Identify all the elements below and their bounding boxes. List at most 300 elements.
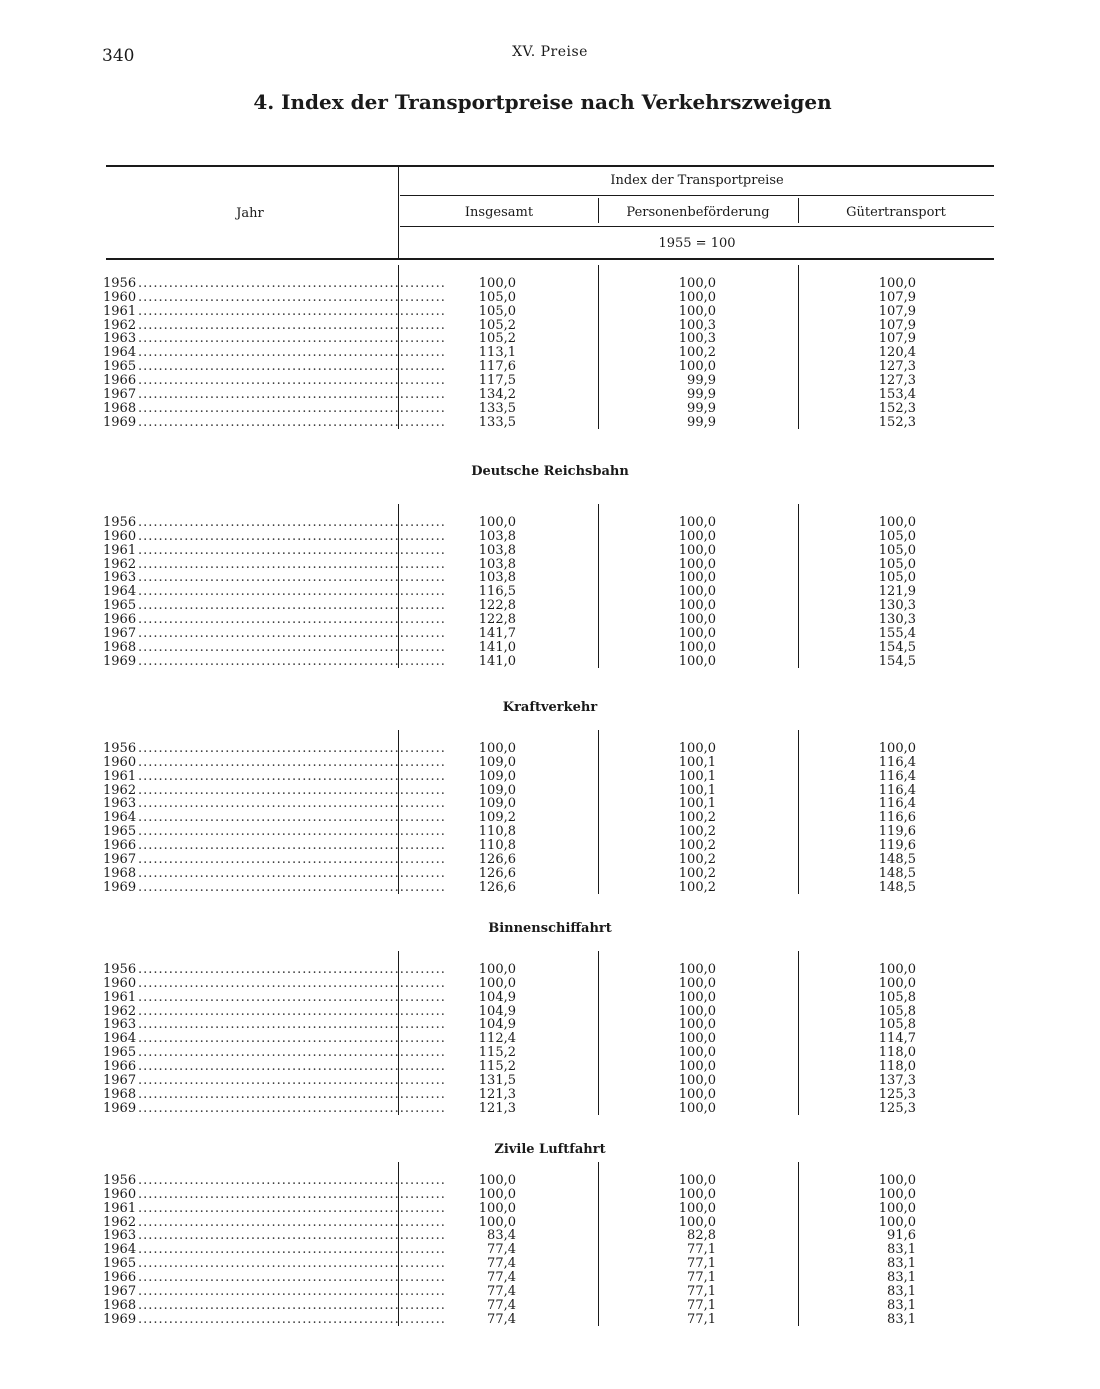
cell-personen: 77,1 [687,1311,716,1327]
cell-gueter: 125,3 [878,1086,916,1102]
cell-insgesamt: 141,0 [478,653,516,669]
cell-personen: 100,2 [678,837,716,853]
leader-dots: ............................................................ [138,598,446,614]
leader-dots: ............................................................ [138,1283,446,1299]
row-year: 1965 [103,1045,137,1061]
cell-insgesamt: 126,6 [478,851,516,867]
cell-insgesamt: 109,0 [478,796,516,812]
cell-gueter: 105,8 [878,1003,916,1019]
cell-insgesamt: 100,0 [478,1214,516,1230]
cell-gueter: 83,1 [887,1297,916,1313]
leader-dots: ............................................................ [138,653,446,669]
cell-insgesamt: 77,4 [487,1242,516,1258]
leader-dots: ............................................................ [138,276,446,291]
table-row [0,305,1000,319]
cell-personen: 100,0 [678,542,716,558]
section-title: Zivile Luftfahrt [494,1142,606,1157]
cell-gueter: 100,0 [878,1186,916,1202]
leader-dots: ............................................................ [138,1214,446,1230]
header-personen: Personenbeförderung [626,205,770,220]
cell-personen: 100,0 [678,1086,716,1102]
table-row [0,1060,1000,1074]
cell-personen: 100,0 [678,1003,716,1019]
cell-gueter: 118,0 [878,1058,916,1074]
cell-insgesamt: 126,6 [478,865,516,881]
leader-dots: ............................................................ [138,639,446,655]
leader-dots: ............................................................ [138,796,446,812]
leader-dots: ............................................................ [138,386,446,402]
cell-insgesamt: 112,4 [478,1031,516,1047]
cell-personen: 100,0 [678,1017,716,1033]
table-row [0,291,1000,305]
table-top-rule [106,165,994,167]
cell-insgesamt: 126,6 [478,879,516,895]
cell-gueter: 125,3 [878,1100,916,1116]
cell-insgesamt: 100,0 [478,741,516,756]
table-row [0,1074,1000,1088]
row-year: 1961 [103,768,137,784]
cell-personen: 100,3 [678,317,716,333]
row-year: 1968 [103,1086,137,1102]
cell-gueter: 148,5 [878,865,916,881]
cell-insgesamt: 116,5 [478,584,516,600]
leader-dots: ............................................................ [138,1058,446,1074]
table-row [0,1313,1000,1327]
cell-insgesamt: 104,9 [478,1003,516,1019]
cell-personen: 100,1 [678,782,716,798]
cell-personen: 100,0 [678,1072,716,1088]
cell-personen: 100,0 [678,1200,716,1216]
row-year: 1966 [103,837,137,853]
cell-personen: 100,1 [678,754,716,770]
leader-dots: ............................................................ [138,754,446,770]
cell-gueter: 100,0 [878,741,916,756]
cell-gueter: 107,9 [878,303,916,319]
leader-dots: ............................................................ [138,879,446,895]
cell-personen: 100,0 [678,1186,716,1202]
leader-dots: ............................................................ [138,1242,446,1258]
table-row [0,416,1000,430]
cell-insgesamt: 100,0 [478,962,516,977]
row-year: 1956 [103,515,137,530]
running-head: XV. Preise [512,44,588,60]
row-year: 1962 [103,1214,137,1230]
table-row [0,530,1000,544]
leader-dots: ............................................................ [138,570,446,586]
cell-insgesamt: 105,0 [478,303,516,319]
cell-personen: 100,2 [678,810,716,826]
leader-dots: ............................................................ [138,1086,446,1102]
leader-dots: ............................................................ [138,1200,446,1216]
cell-personen: 77,1 [687,1242,716,1258]
cell-gueter: 83,1 [887,1283,916,1299]
section-title: Deutsche Reichsbahn [471,464,629,479]
cell-insgesamt: 103,8 [478,570,516,586]
cell-insgesamt: 103,8 [478,542,516,558]
row-year: 1967 [103,625,137,641]
table-title: 4. Index der Transportpreise nach Verkehrszweigen [253,90,832,114]
header-group-rule [400,195,994,196]
row-year: 1960 [103,1186,137,1202]
cell-insgesamt: 105,0 [478,289,516,305]
cell-personen: 100,0 [678,741,716,756]
cell-insgesamt: 121,3 [478,1100,516,1116]
row-year: 1964 [103,1031,137,1047]
cell-gueter: 127,3 [878,372,916,388]
cell-personen: 100,0 [678,1058,716,1074]
cell-insgesamt: 115,2 [478,1045,516,1061]
cell-insgesamt: 100,0 [478,975,516,991]
cell-personen: 77,1 [687,1269,716,1285]
section-title: Kraftverkehr [502,700,598,715]
cell-personen: 100,0 [678,528,716,544]
row-year: 1964 [103,584,137,600]
row-year: 1968 [103,865,137,881]
leader-dots: ............................................................ [138,556,446,572]
row-year: 1962 [103,1003,137,1019]
leader-dots: ............................................................ [138,611,446,627]
cell-personen: 100,0 [678,584,716,600]
cell-gueter: 105,8 [878,989,916,1005]
cell-gueter: 152,3 [878,400,916,416]
cell-gueter: 152,3 [878,414,916,430]
table-row [0,544,1000,558]
table-row [0,1088,1000,1102]
cell-personen: 100,0 [678,289,716,305]
cell-gueter: 130,3 [878,611,916,627]
cell-personen: 99,9 [687,372,716,388]
cell-insgesamt: 113,1 [478,345,516,361]
table-row [0,742,1000,756]
cell-gueter: 116,4 [878,796,916,812]
leader-dots: ............................................................ [138,542,446,558]
leader-dots: ............................................................ [138,782,446,798]
header-jahr: Jahr [236,206,264,221]
cell-insgesamt: 104,9 [478,989,516,1005]
cell-gueter: 154,5 [878,639,916,655]
leader-dots: ............................................................ [138,1297,446,1313]
header-insgesamt: Insgesamt [464,205,534,220]
table-row [0,963,1000,977]
cell-personen: 100,0 [678,359,716,375]
leader-dots: ............................................................ [138,768,446,784]
cell-personen: 100,2 [678,345,716,361]
cell-insgesamt: 141,7 [478,625,516,641]
cell-insgesamt: 100,0 [478,1186,516,1202]
cell-insgesamt: 103,8 [478,556,516,572]
cell-insgesamt: 133,5 [478,400,516,416]
cell-gueter: 105,0 [878,556,916,572]
table-row [0,627,1000,641]
cell-personen: 100,0 [678,276,716,291]
table-row [0,881,1000,895]
row-year: 1967 [103,851,137,867]
jahr-column-divider [398,165,399,260]
leader-dots: ............................................................ [138,1031,446,1047]
row-year: 1961 [103,1200,137,1216]
cell-personen: 100,2 [678,865,716,881]
table-row [0,825,1000,839]
leader-dots: ............................................................ [138,331,446,347]
table-row [0,516,1000,530]
cell-gueter: 148,5 [878,851,916,867]
table-row [0,641,1000,655]
cell-personen: 100,2 [678,879,716,895]
row-year: 1964 [103,345,137,361]
row-year: 1969 [103,879,137,895]
cell-personen: 100,0 [678,556,716,572]
page-number: 340 [102,46,135,66]
cell-insgesamt: 100,0 [478,515,516,530]
leader-dots: ............................................................ [138,584,446,600]
cell-insgesamt: 109,2 [478,810,516,826]
cell-gueter: 107,9 [878,289,916,305]
cell-personen: 100,0 [678,611,716,627]
cell-gueter: 100,0 [878,1214,916,1230]
cell-gueter: 100,0 [878,276,916,291]
leader-dots: ............................................................ [138,1072,446,1088]
row-year: 1961 [103,303,137,319]
row-year: 1965 [103,1256,137,1272]
leader-dots: ............................................................ [138,317,446,333]
cell-gueter: 107,9 [878,317,916,333]
table-row [0,613,1000,627]
leader-dots: ............................................................ [138,414,446,430]
cell-insgesamt: 121,3 [478,1086,516,1102]
table-row [0,1046,1000,1060]
leader-dots: ............................................................ [138,1269,446,1285]
cell-gueter: 100,0 [878,515,916,530]
leader-dots: ............................................................ [138,1017,446,1033]
table-row [0,1102,1000,1116]
leader-dots: ............................................................ [138,625,446,641]
row-year: 1969 [103,1311,137,1327]
table-row [0,374,1000,388]
row-year: 1965 [103,598,137,614]
leader-dots: ............................................................ [138,515,446,530]
cell-gueter: 154,5 [878,653,916,669]
cell-personen: 100,0 [678,639,716,655]
cell-gueter: 148,5 [878,879,916,895]
leader-dots: ............................................................ [138,810,446,826]
cell-gueter: 114,7 [878,1031,916,1047]
row-year: 1965 [103,824,137,840]
cell-gueter: 153,4 [878,386,916,402]
header-group: Index der Transportpreise [610,173,784,188]
row-year: 1960 [103,289,137,305]
leader-dots: ............................................................ [138,1256,446,1272]
row-year: 1968 [103,639,137,655]
row-year: 1967 [103,1072,137,1088]
row-year: 1968 [103,1297,137,1313]
cell-personen: 100,0 [678,989,716,1005]
leader-dots: ............................................................ [138,1311,446,1327]
leader-dots: ............................................................ [138,1186,446,1202]
cell-personen: 100,0 [678,1173,716,1188]
leader-dots: ............................................................ [138,741,446,756]
row-year: 1968 [103,400,137,416]
row-year: 1962 [103,556,137,572]
cell-insgesamt: 104,9 [478,1017,516,1033]
cell-personen: 99,9 [687,414,716,430]
cell-insgesamt: 109,0 [478,754,516,770]
leader-dots: ............................................................ [138,345,446,361]
cell-personen: 77,1 [687,1283,716,1299]
row-year: 1966 [103,1269,137,1285]
cell-gueter: 83,1 [887,1311,916,1327]
leader-dots: ............................................................ [138,1003,446,1019]
row-year: 1956 [103,962,137,977]
table-row [0,839,1000,853]
cell-gueter: 83,1 [887,1269,916,1285]
row-year: 1956 [103,276,137,291]
cell-gueter: 116,4 [878,782,916,798]
leader-dots: ............................................................ [138,865,446,881]
leader-dots: ............................................................ [138,1228,446,1244]
table-row [0,1257,1000,1271]
cell-insgesamt: 134,2 [478,386,516,402]
leader-dots: ............................................................ [138,1045,446,1061]
row-year: 1964 [103,810,137,826]
cell-insgesamt: 77,4 [487,1256,516,1272]
table-row [0,1174,1000,1188]
section-title: Binnenschiffahrt [488,921,612,936]
cell-gueter: 119,6 [878,824,916,840]
cell-gueter: 105,0 [878,570,916,586]
row-year: 1963 [103,1228,137,1244]
row-year: 1963 [103,331,137,347]
cell-personen: 100,3 [678,331,716,347]
cell-personen: 100,2 [678,851,716,867]
cell-personen: 77,1 [687,1256,716,1272]
table-row [0,277,1000,291]
header-bottom-rule [106,258,994,260]
table-row [0,655,1000,669]
row-year: 1961 [103,542,137,558]
cell-personen: 100,0 [678,570,716,586]
row-year: 1966 [103,372,137,388]
table-row [0,1299,1000,1313]
leader-dots: ............................................................ [138,837,446,853]
leader-dots: ............................................................ [138,824,446,840]
cell-personen: 100,0 [678,975,716,991]
cell-insgesamt: 115,2 [478,1058,516,1074]
cell-insgesamt: 117,6 [478,359,516,375]
table-row [0,853,1000,867]
table-row [0,1202,1000,1216]
header-gueter: Gütertransport [846,205,946,220]
cell-gueter: 83,1 [887,1256,916,1272]
cell-insgesamt: 110,8 [478,824,516,840]
row-year: 1956 [103,1173,137,1188]
row-year: 1967 [103,386,137,402]
cell-personen: 100,0 [678,1031,716,1047]
row-year: 1969 [103,653,137,669]
cell-insgesamt: 117,5 [478,372,516,388]
cell-insgesamt: 109,0 [478,782,516,798]
cell-personen: 99,9 [687,400,716,416]
cell-insgesamt: 105,2 [478,331,516,347]
cell-insgesamt: 122,8 [478,611,516,627]
leader-dots: ............................................................ [138,528,446,544]
cell-personen: 100,0 [678,598,716,614]
row-year: 1969 [103,1100,137,1116]
leader-dots: ............................................................ [138,303,446,319]
row-year: 1963 [103,1017,137,1033]
cell-personen: 100,2 [678,824,716,840]
header-columns-rule [400,226,994,227]
table-row [0,1285,1000,1299]
cell-personen: 100,0 [678,962,716,977]
cell-gueter: 119,6 [878,837,916,853]
cell-gueter: 116,6 [878,810,916,826]
cell-gueter: 127,3 [878,359,916,375]
table-row [0,1271,1000,1285]
row-year: 1963 [103,570,137,586]
cell-personen: 100,0 [678,1045,716,1061]
cell-gueter: 100,0 [878,975,916,991]
table-row [0,388,1000,402]
cell-personen: 82,8 [687,1228,716,1244]
cell-personen: 100,0 [678,515,716,530]
leader-dots: ............................................................ [138,289,446,305]
cell-insgesamt: 105,2 [478,317,516,333]
cell-insgesamt: 77,4 [487,1283,516,1299]
cell-gueter: 155,4 [878,625,916,641]
cell-personen: 100,0 [678,625,716,641]
cell-personen: 99,9 [687,386,716,402]
cell-insgesamt: 77,4 [487,1297,516,1313]
cell-gueter: 107,9 [878,331,916,347]
table-row [0,977,1000,991]
cell-insgesamt: 141,0 [478,639,516,655]
table-row [0,360,1000,374]
row-year: 1966 [103,611,137,627]
table-row [0,599,1000,613]
row-year: 1965 [103,359,137,375]
leader-dots: ............................................................ [138,372,446,388]
cell-gueter: 100,0 [878,1173,916,1188]
row-year: 1963 [103,796,137,812]
cell-personen: 77,1 [687,1297,716,1313]
cell-insgesamt: 109,0 [478,768,516,784]
cell-insgesamt: 110,8 [478,837,516,853]
cell-gueter: 105,0 [878,528,916,544]
leader-dots: ............................................................ [138,975,446,991]
cell-personen: 100,0 [678,1214,716,1230]
table-row [0,991,1000,1005]
leader-dots: ............................................................ [138,962,446,977]
cell-insgesamt: 103,8 [478,528,516,544]
row-year: 1967 [103,1283,137,1299]
leader-dots: ............................................................ [138,359,446,375]
cell-gueter: 137,3 [878,1072,916,1088]
row-year: 1969 [103,414,137,430]
row-year: 1961 [103,989,137,1005]
leader-dots: ............................................................ [138,1173,446,1188]
cell-gueter: 118,0 [878,1045,916,1061]
table-row [0,756,1000,770]
cell-gueter: 105,8 [878,1017,916,1033]
row-year: 1966 [103,1058,137,1074]
cell-gueter: 100,0 [878,1200,916,1216]
table-row [0,867,1000,881]
table-row [0,1188,1000,1202]
cell-insgesamt: 131,5 [478,1072,516,1088]
cell-gueter: 130,3 [878,598,916,614]
table-row [0,402,1000,416]
cell-gueter: 105,0 [878,542,916,558]
